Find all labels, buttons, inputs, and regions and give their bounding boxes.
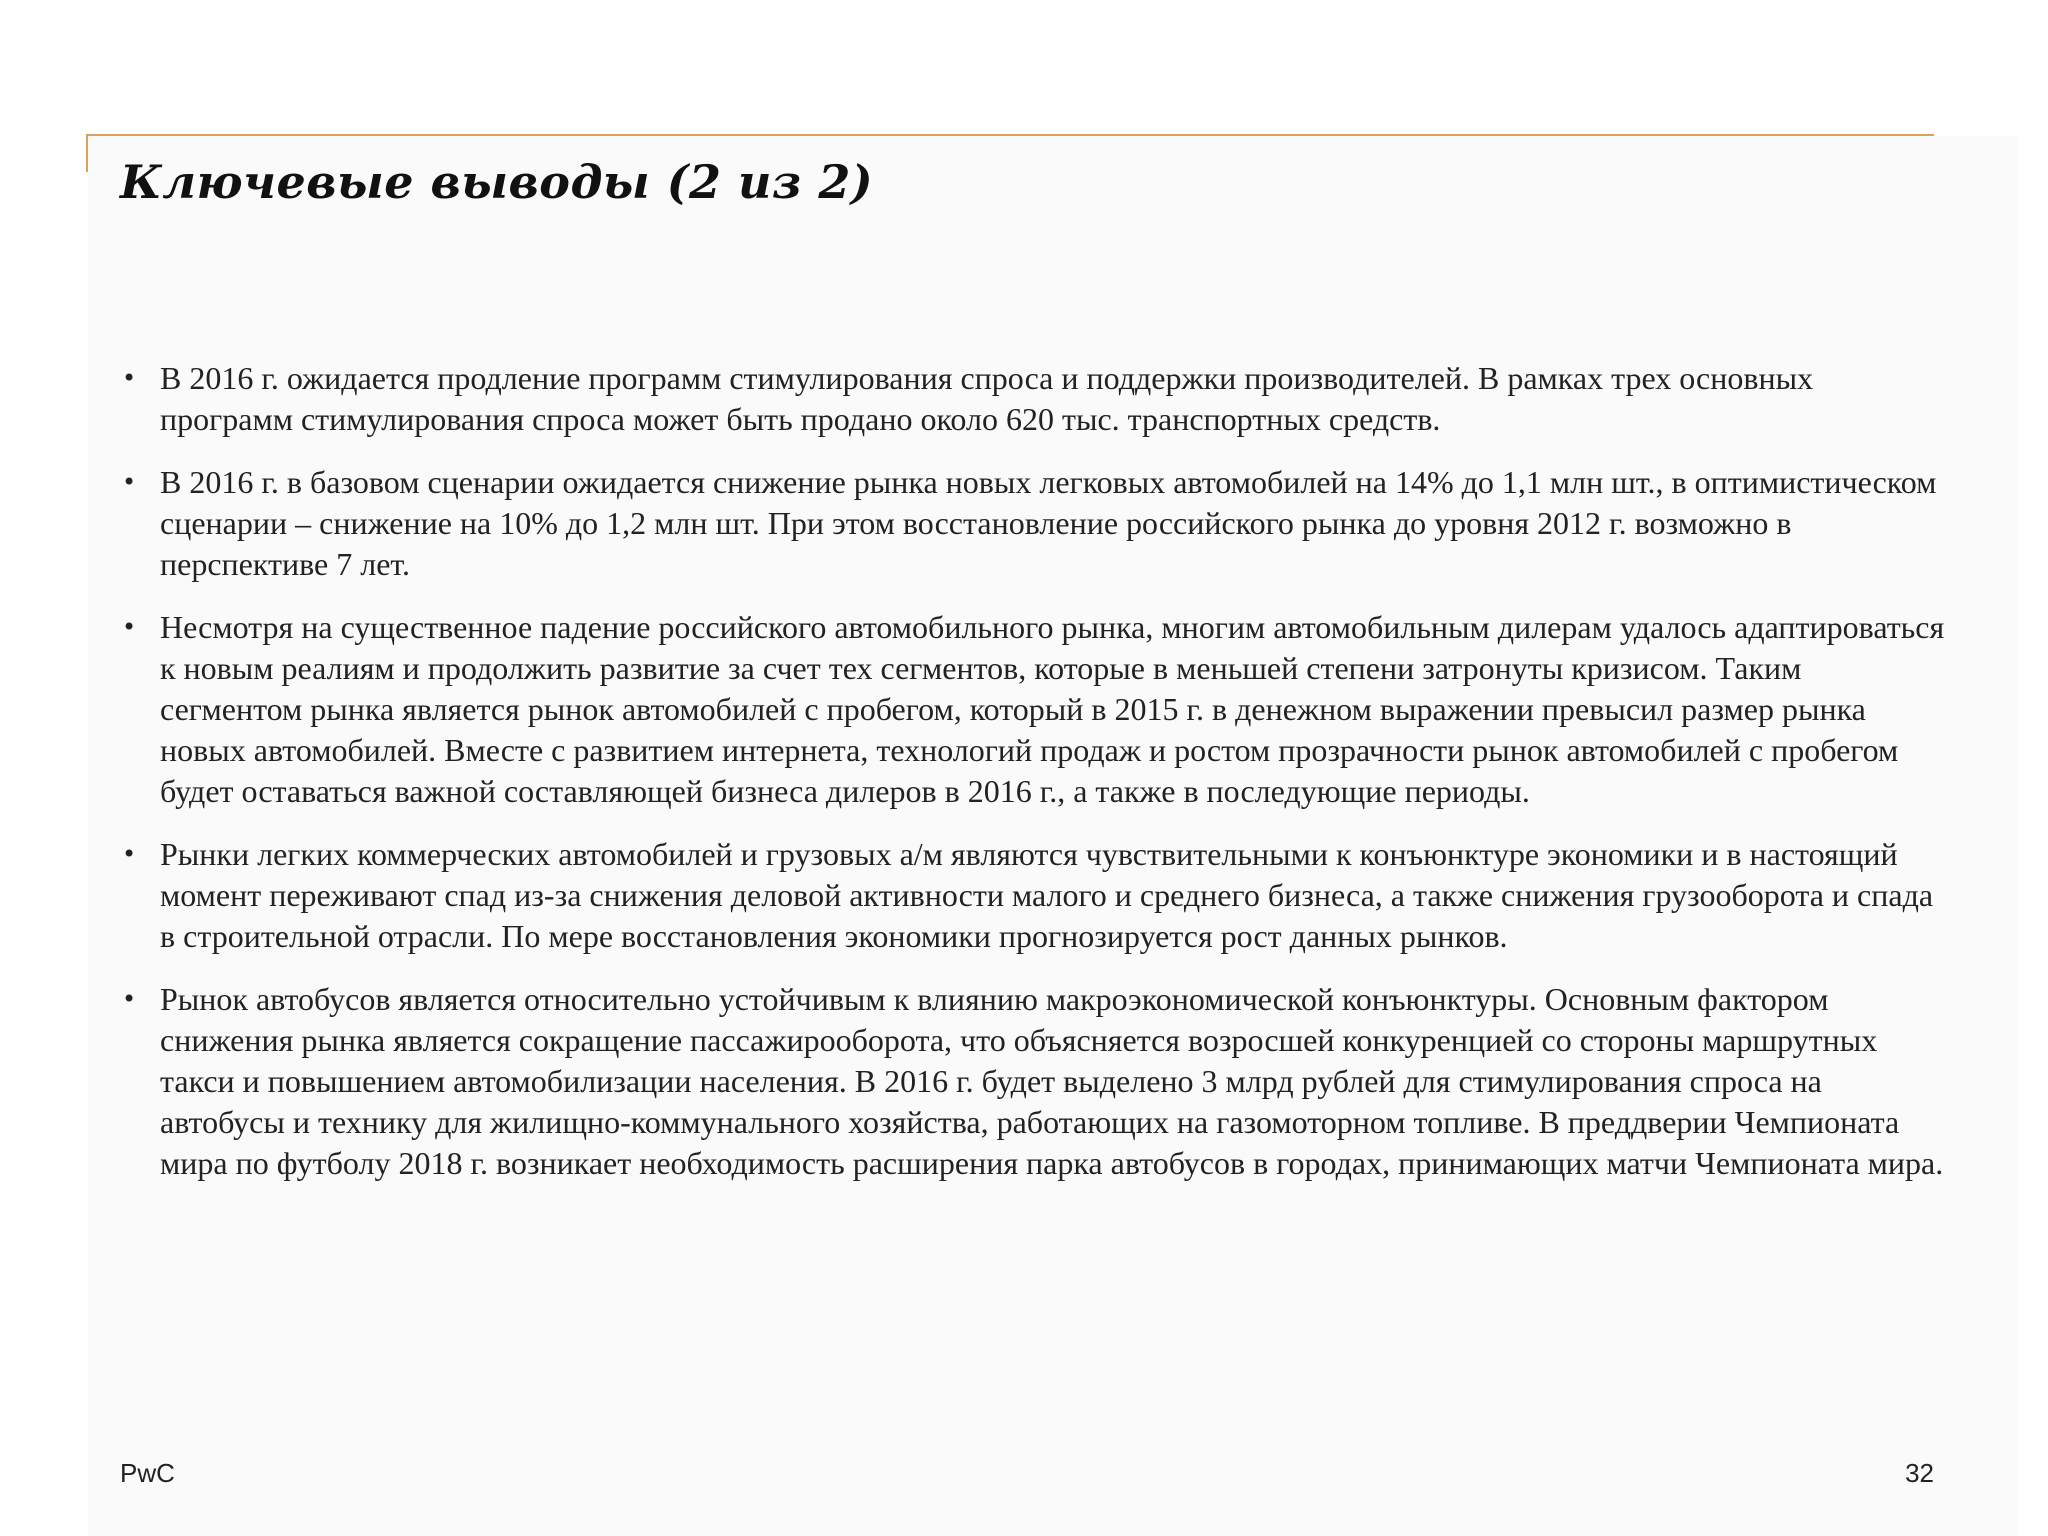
slide-title: Ключевые выводы (2 из 2) bbox=[120, 155, 874, 209]
bullet-icon: • bbox=[122, 468, 137, 496]
list-item bbox=[118, 834, 1948, 957]
list-item bbox=[118, 462, 1948, 585]
page-number: 32 bbox=[1905, 1458, 1934, 1488]
bullet-icon: • bbox=[122, 985, 137, 1013]
list-item-text: Рынок автобусов является относительно устойчивым к влиянию макроэкономической конъюнктуры. Основным фактором снижения рынка является сокращение пассажирооборота, что объясняется возросшей конкуренцией со стороны маршрутных такси и повышением автомобилизации населения. В 2016 г. будет выделено 3 млрд рублей для стимулирования спроса на автобусы и технику для жилищно-коммунального хозяйства, работающих на газомоторном топливе. В преддверии Чемпионата мира по футболу 2018 г. возникает необходимость расширения парка автобусов в городах, принимающих матчи Чемпионата мира. bbox=[160, 981, 1944, 1181]
list-item bbox=[118, 979, 1948, 1184]
title-accent-rule bbox=[86, 134, 1934, 136]
footer-brand: PwC bbox=[120, 1458, 175, 1488]
list-item-text: Несмотря на существенное падение российского автомобильного рынка, многим автомобильным дилерам удалось адаптироваться к новым реалиям и продолжить развитие за счет тех сегментов, которые в меньшей степени затронуты кризисом. Таким сегментом рынка является рынок автомобилей с пробегом, который в 2015 г. в денежном выражении превысил размер рынка новых автомобилей. Вместе с развитием интернета, технологий продаж и ростом прозрачности рынок автомобилей с пробегом будет оставаться важной составляющей бизнеса дилеров в 2016 г., а также в последующие периоды. bbox=[160, 609, 1945, 809]
list-item-text: В 2016 г. ожидается продление программ стимулирования спроса и поддержки производителей. В рамках трех основных программ стимулирования спроса может быть продано около 620 тыс. транспортных средств. bbox=[160, 360, 1814, 437]
list-item bbox=[118, 358, 1948, 440]
bullet-icon: • bbox=[122, 364, 137, 392]
list-item-text: Рынки легких коммерческих автомобилей и грузовых а/м являются чувствительными к конъюнктуре экономики и в настоящий момент переживают спад из-за снижения деловой активности малого и среднего бизнеса, а также снижения грузооборота и спада в строительной отрасли. По мере восстановления экономики прогнозируется рост данных рынков. bbox=[160, 836, 1934, 954]
bullet-icon: • bbox=[122, 613, 137, 641]
bullet-icon: • bbox=[122, 840, 137, 868]
title-corner-tick bbox=[86, 134, 88, 172]
list-item-text: В 2016 г. в базовом сценарии ожидается снижение рынка новых легковых автомобилей на 14% до 1,1 млн шт., в оптимистическом сценарии – снижение на 10% до 1,2 млн шт. При этом восстановление российского рынка до уровня 2012 г. возможно в перспективе 7 лет. bbox=[160, 464, 1937, 582]
key-findings-list bbox=[118, 358, 1948, 1206]
list-item bbox=[118, 607, 1948, 812]
